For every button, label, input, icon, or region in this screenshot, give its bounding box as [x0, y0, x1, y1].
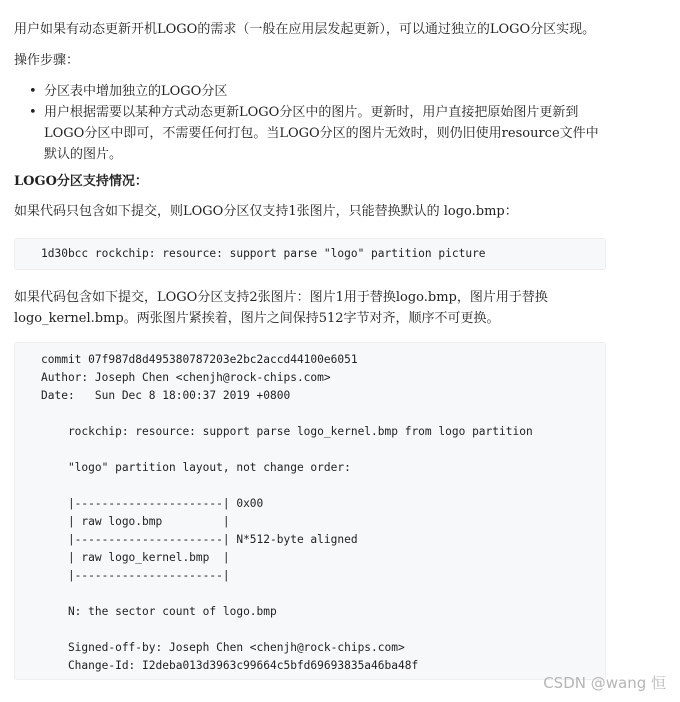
- code-line: | raw logo_kernel.bmp |: [41, 551, 230, 564]
- code-line: |----------------------|: [41, 569, 230, 582]
- steps-list: [14, 81, 608, 165]
- code-line: |----------------------| N*512-byte aligned: [41, 533, 358, 546]
- code-line: Author: Joseph Chen <chenjh@rock-chips.com>: [41, 371, 331, 384]
- support-heading: LOGO分区支持情况：: [14, 174, 148, 189]
- code-line: commit 07f987d8d495380787203e2bc2accd44100e6051: [41, 353, 358, 366]
- case1-paragraph: 如果代码只包含如下提交，则LOGO分区仅支持1张图片，只能替换默认的 logo.bmp：: [14, 204, 518, 219]
- code-line: |----------------------| 0x00: [41, 497, 264, 510]
- list-item: [14, 81, 608, 102]
- code-line: | raw logo.bmp |: [41, 515, 230, 528]
- csdn-watermark: CSDN @wang 恒: [543, 674, 666, 692]
- intro-paragraph: 用户如果有动态更新开机LOGO的需求（一般在应用层发起更新），可以通过独立的LOGO分区实现。: [14, 22, 596, 37]
- code-line: Signed-off-by: Joseph Chen <chenjh@rock-chips.com>: [41, 641, 405, 654]
- code-block-commit-log: [14, 342, 606, 680]
- code-line: rockchip: resource: support parse logo_kernel.bmp from logo partition: [41, 425, 533, 438]
- step-text: 分区表中增加独立的LOGO分区: [44, 84, 228, 99]
- code-line: 1d30bcc rockchip: resource: support parse "logo" partition picture: [41, 247, 486, 260]
- step-text: 用户根据需要以某种方式动态更新LOGO分区中的图片。更新时，用户直接把原始图片更新到LOGO分区中即可，不需要任何打包。当LOGO分区的图片无效时，则仍旧使用resource文件中默认的图片。: [44, 105, 599, 162]
- code-line: Date: Sun Dec 8 18:00:37 2019 +0800: [41, 389, 291, 402]
- code-line: Change-Id: I2deba013d3963c99664c5bfd69693835a46ba48f: [41, 659, 419, 672]
- bullet-icon: •: [29, 105, 37, 120]
- bullet-icon: •: [29, 84, 37, 99]
- code-line: N: the sector count of logo.bmp: [41, 605, 277, 618]
- code-line: "logo" partition layout, not change order:: [41, 461, 351, 474]
- case2-paragraph: 如果代码包含如下提交，LOGO分区支持2张图片：图片1用于替换logo.bmp，图片用于替换logo_kernel.bmp。两张图片紧挨着，图片之间保持512字节对齐，顺序不可更换。: [14, 290, 548, 326]
- list-item: [14, 102, 608, 165]
- steps-title: 操作步骤：: [14, 53, 80, 68]
- code-block-commit: [14, 238, 606, 270]
